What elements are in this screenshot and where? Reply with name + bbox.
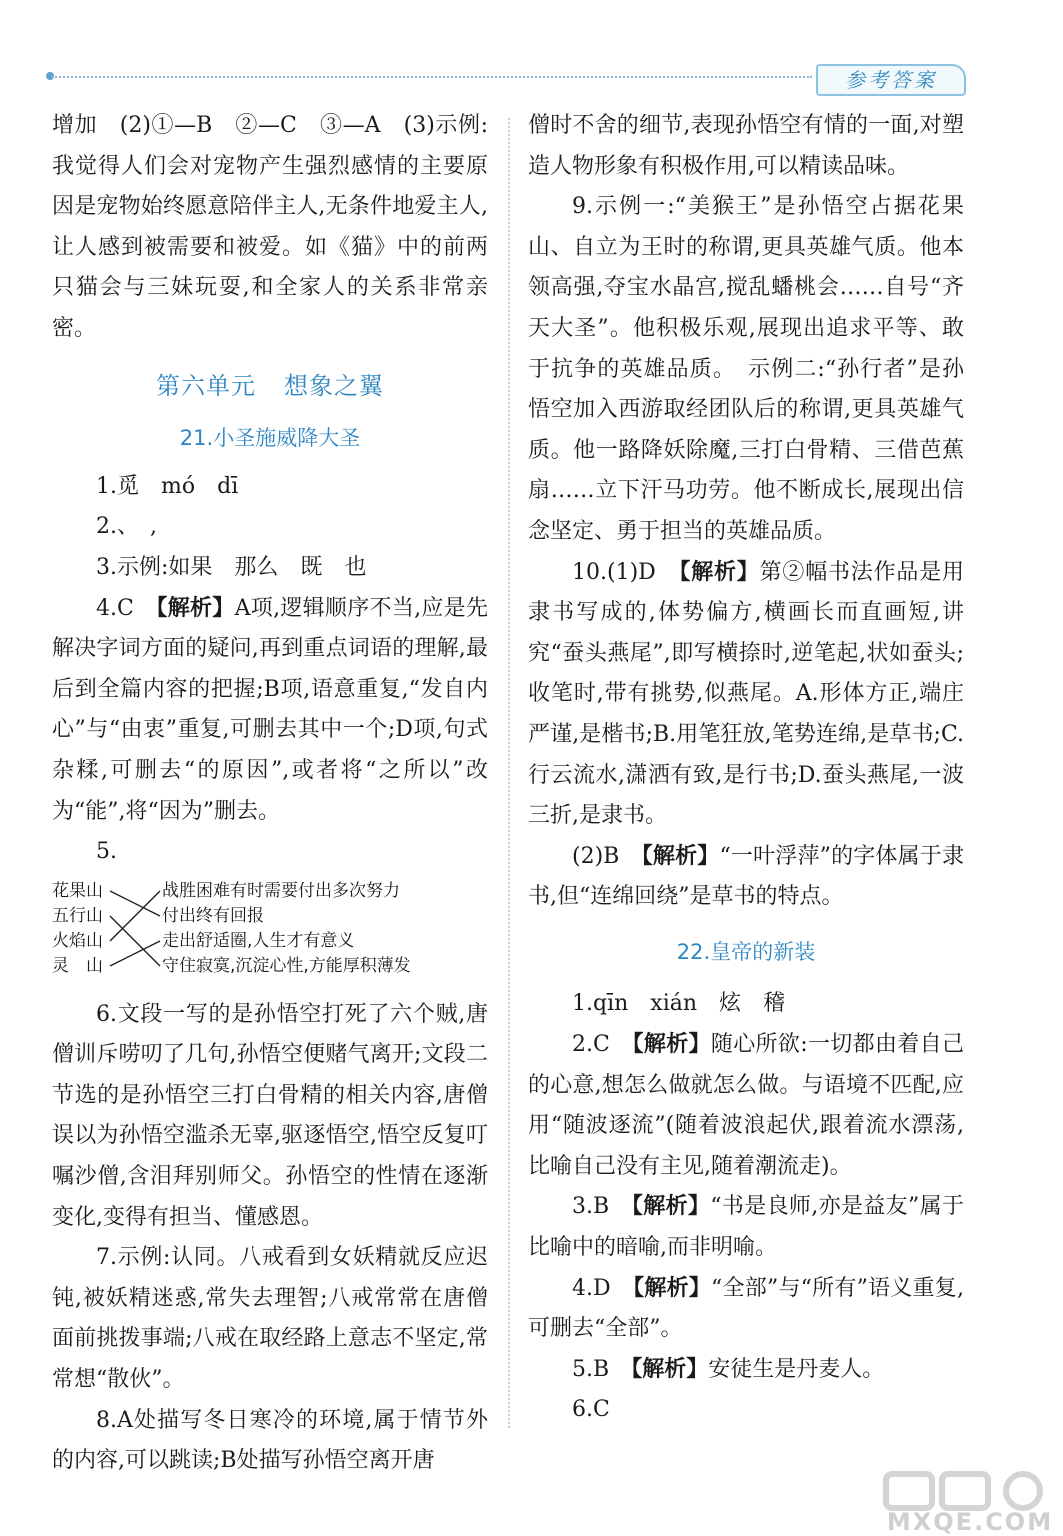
match-left-list (52, 879, 112, 979)
lesson-21-title: 21.小圣施威降大圣 (179, 426, 361, 451)
answer-6: 6.文段一写的是孙悟空打死了六个贼,唐僧训斥唠叨了几句,孙悟空便赌气离开;文段二节选的是孙悟空三打白骨精的相关内容,唐僧误以为孙悟空滥杀无辜,驱逐悟空,悟空反复叮嘱沙僧,含泪拜别师父。孙悟空的性情在逐渐变化,变得有担当、懂感恩。 (52, 1001, 488, 1230)
answer-10-2: (2)B 【解析】“一叶浮萍”的字体属于隶书,但“连绵回绕”是草书的特点。 (528, 843, 964, 910)
answer-22-6: 6.C (572, 1397, 610, 1423)
match-right-item: 守住寂寞,沉淀心性,方能厚积薄发 (162, 955, 411, 976)
answer-22-4: 4.D 【解析】“全部”与“所有”语义重复,可删去“全部”。 (528, 1275, 964, 1342)
answer-9: 9.示例一:“美猴王”是孙悟空占据花果山、自立为王时的称谓,更具英雄气质。他本领高强,夺宝水晶宫,搅乱蟠桃会……自号“齐天大圣”。他积极乐观,展现出追求平等、敢于抗争的英雄品质。 示例二:“孙行者”是孙悟空加入西游取经团队后的称谓,更具英雄气质。他一路降妖除魔,三打白骨精、三借芭蕉扇……立下汗马功劳。他不断成长,展现出信念坚定、勇于担当的英雄品质。 (528, 194, 964, 544)
answer-8: 8.A处描写冬日寒冷的环境,属于情节外的内容,可以跳读;B处描写孙悟空离开唐 (52, 1407, 488, 1474)
watermark-logo (878, 1470, 1063, 1536)
watermark-text: MXQE.COM (886, 1508, 1054, 1536)
header-dotted-rule (52, 76, 812, 78)
answer-22-1: 1.qīn xián 炫 稽 (572, 991, 786, 1017)
match-left-item: 花果山 (52, 880, 103, 901)
answer-3: 3.示例:如果 那么 既 也 (96, 554, 367, 580)
match-line (110, 891, 160, 941)
lesson-22-title: 22.皇帝的新装 (676, 939, 816, 964)
answer-22-2: 2.C 【解析】随心所欲:一切都由着自己的心意,想怎么做就怎么做。与语境不匹配,应用“随波逐流”(随着波浪起伏,跟着流水漂荡,比喻自己没有主见,随着潮流走)。 (528, 1032, 964, 1179)
unit-title (52, 366, 488, 407)
match-left-item: 五行山 (52, 905, 103, 926)
intro-paragraph: 增加 (2)①—B ②—C ③—A (3)示例:我觉得人们会对宠物产生强烈感情的主要原因是宠物始终愿意陪伴主人,无条件地爱主人,让人感到被需要和被爱。如《猫》中的前两只猫会与三妹玩耍,和全家人的关系非常亲密。 (52, 113, 488, 341)
answer-10-1: 10.(1)D 【解析】第②幅书法作品是用隶书写成的,体势偏方,横画长而直画短,讲究“蚕头燕尾”,即写横捺时,逆笔起,状如蚕头;收笔时,带有挑势,似燕尾。A.形体方正,端庄严谨,是楷书;B.用笔狂放,笔势连绵,是草书;C.行云流水,潇洒有致,是行书;D.蚕头燕尾,一波三折,是隶书。 (528, 559, 964, 829)
match-line (110, 916, 160, 966)
unit-name: 想象之翼 (284, 371, 384, 400)
left-column (52, 106, 488, 1482)
answer-7: 7.示例:认同。八戒看到女妖精就反应迟钝,被妖精迷惑,常失去理智;八戒常常在唐僧面前挑拨事端;八戒在取经路上意志不坚定,常常想“散伙”。 (52, 1245, 488, 1393)
right-column (528, 106, 964, 1431)
answer-22-3: 3.B 【解析】“书是良师,亦是益友”属于比喻中的暗喻,而非明喻。 (528, 1194, 964, 1261)
matching-diagram (52, 879, 488, 991)
match-right-list (162, 879, 492, 979)
answer-22-5: 5.B 【解析】安徒生是丹麦人。 (572, 1356, 885, 1382)
match-left-item: 火焰山 (52, 930, 103, 951)
answer-5: 5. (96, 839, 117, 865)
answer-1: 1.觅 mó dī (96, 473, 239, 499)
match-line (110, 891, 160, 916)
match-right-item: 付出终有回报 (162, 905, 264, 926)
unit-number: 第六单元 (156, 371, 256, 400)
match-left-item: 灵 山 (52, 955, 103, 976)
match-right-item: 走出舒适圈,人生才有意义 (162, 930, 355, 951)
answer-8-continued: 僧时不舍的细节,表现孙悟空有情的一面,对塑造人物形象有积极作用,可以精读品味。 (528, 113, 964, 179)
answer-4: 4.C 【解析】A项,逻辑顺序不当,应是先解决字词方面的疑问,再到重点词语的理解,最后到全篇内容的把握;B项,语意重复,“发自内心”与“由衷”重复,可删去其中一个;D项,句式杂糅,可删去“的原因”,或者将“之所以”改为“能”,将“因为”删去。 (52, 595, 488, 824)
match-lines (108, 879, 164, 979)
column-divider (508, 118, 510, 1428)
header-answer-tag: 参考答案 (816, 64, 966, 96)
answer-2: 2.、 , (96, 514, 157, 540)
match-line (110, 941, 160, 966)
match-right-item: 战胜困难有时需要付出多次努力 (162, 880, 400, 901)
